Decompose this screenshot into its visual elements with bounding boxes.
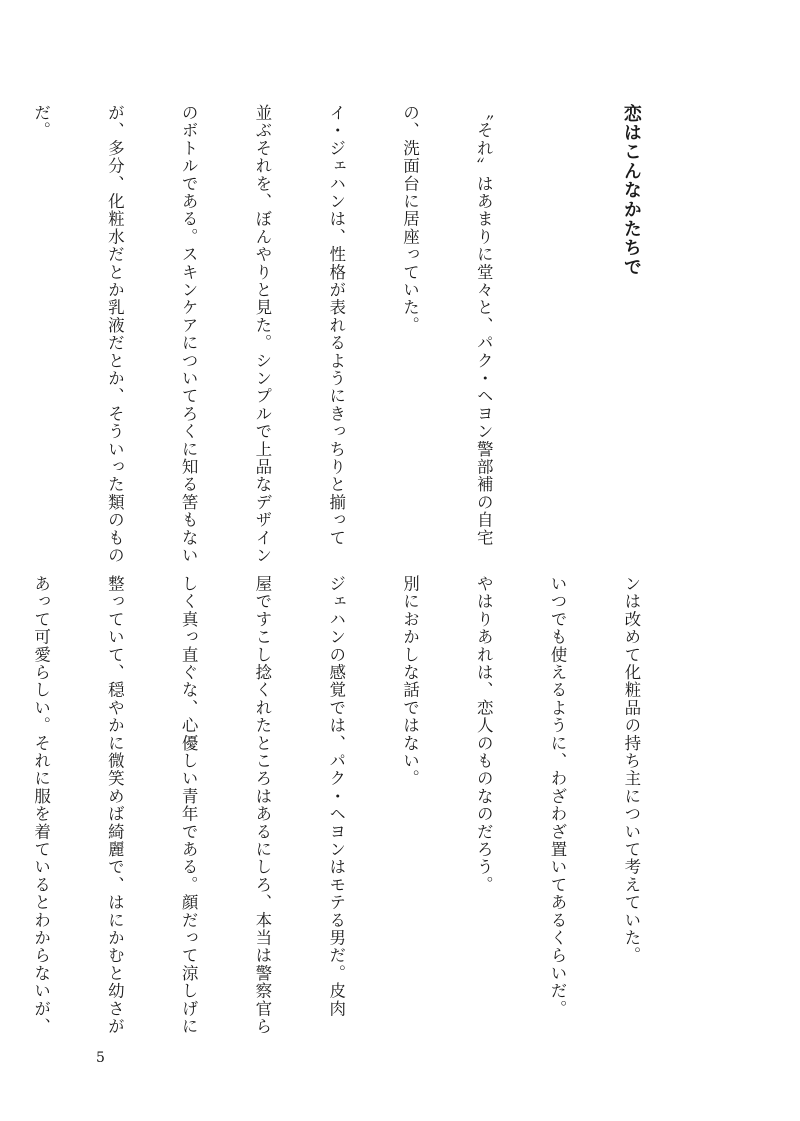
text-line: いつでも使えるように、わざわざ置いてあるくらいだ。 — [548, 575, 568, 1018]
chapter-title: 恋はこんなかたちで — [620, 104, 642, 277]
page-number: 5 — [96, 1050, 105, 1066]
text-line: しく真っ直ぐな、心優しい青年である。顔だって涼しげに — [179, 575, 199, 1036]
text-line: あって可愛らしい。それに服を着ているとわからないが、 — [31, 575, 51, 1036]
top-tier-text — [31, 104, 692, 565]
text-line: イ・ジェハンは、性格が表れるようにきっちりと揃って — [326, 104, 346, 547]
text-line: 並ぶそれを、ぼんやりと見た。シンプルで上品なデザイン — [252, 104, 272, 565]
text-line: 屋ですこし捻くれたところはあるにしろ、本当は警察官ら — [252, 575, 272, 1036]
text-line: やはりあれは、恋人のものなのだろう。 — [474, 575, 494, 894]
text-line: ジェハンの感覚では、パク・ヘヨンはモテる男だ。皮肉 — [326, 575, 346, 1018]
text-line: 別におかしな話ではない。 — [400, 575, 420, 788]
bottom-tier-text — [31, 575, 692, 1036]
text-line: ンは改めて化粧品の持ち主について考えていた。 — [621, 575, 641, 965]
text-line: が、多分、化粧水だとか乳液だとか、そういった類のもの — [105, 104, 125, 565]
text-line: のボトルである。スキンケアについてろくに知る筈もない — [179, 104, 199, 565]
text-line: の、洗面台に居座っていた。 — [400, 104, 420, 335]
text-line: だ。 — [31, 104, 51, 140]
text-line: 〝それ〟はあまりに堂々と、パク・ヘヨン警部補の自宅 — [474, 104, 494, 547]
text-line: 整っていて、穏やかに微笑めば綺麗で、はにかむと幼さが — [105, 575, 125, 1036]
